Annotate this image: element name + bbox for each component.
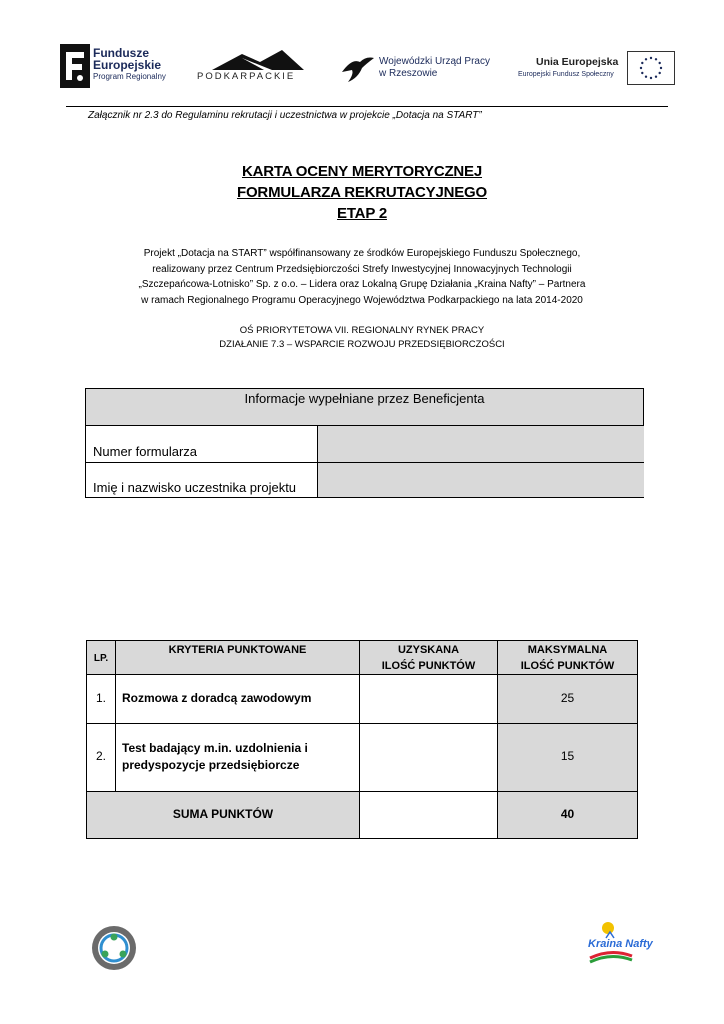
row1-lp-cell <box>86 674 116 724</box>
row1-obtained-field[interactable] <box>359 674 498 724</box>
header-criteria-cell <box>115 640 360 675</box>
header-divider <box>66 106 668 107</box>
intro-line4: w ramach Regionalnego Programu Operacyjnego Województwa Podkarpackiego na lata 2014-2020 <box>141 294 583 306</box>
intro-line2: realizowany przez Centrum Przedsiębiorczości Strefy Inwestycyjnej Innowacyjnych Technologii <box>152 263 572 275</box>
row1-max-cell <box>497 674 638 724</box>
title-line3: ETAP 2 <box>337 205 387 222</box>
row2-criterion-line2: predyspozycje przedsiębiorcze <box>122 758 300 772</box>
header-criteria: KRYTERIA PUNKTOWANE <box>168 644 307 656</box>
priority-axis <box>80 324 644 351</box>
sum-max: 40 <box>560 807 575 821</box>
intro-paragraph <box>80 246 644 308</box>
participant-name-label: Imię i nazwisko uczestnika projektu <box>93 480 297 495</box>
row1-criterion: Rozmowa z doradcą zawodowym <box>122 691 312 705</box>
intro-line3: „Szczepańcowa-Lotnisko” Sp. z o.o. – Lidera oraz Lokalną Grupę Działania „Kraina Nafty” – Partnera <box>138 279 586 291</box>
sum-label-cell <box>86 791 360 839</box>
annex-note: Załącznik nr 2.3 do Regulaminu rekrutacji i uczestnictwa w projekcie „Dotacja na START” <box>88 110 482 121</box>
wup-line1: Wojewódzki Urząd Pracy <box>379 56 490 67</box>
participant-name-field[interactable] <box>317 463 644 497</box>
header-lp: LP. <box>93 653 109 664</box>
row1-max: 25 <box>560 691 575 705</box>
row2-max: 15 <box>560 749 575 763</box>
header-max-cell <box>497 640 638 675</box>
row1-lp: 1. <box>95 691 106 705</box>
header-max-2: ILOŚĆ PUNKTÓW <box>520 660 615 672</box>
header-max-1: MAKSYMALNA <box>527 644 608 656</box>
row2-lp: 2. <box>95 749 106 763</box>
title-line1: KARTA OCENY MERYTORYCZNEJ <box>241 163 483 180</box>
podkarpackie-mountain-icon <box>212 48 304 72</box>
sum-label: SUMA PUNKTÓW <box>172 807 274 821</box>
kraina-nafty-label: Kraina Nafty <box>588 938 653 950</box>
header-obtained-1: UZYSKANA <box>397 644 460 656</box>
row2-obtained-field[interactable] <box>359 723 498 792</box>
fe-line2: Europejskie <box>93 58 162 72</box>
row2-criterion-line1: Test badający m.in. uzdolnienia i <box>122 741 308 755</box>
form-number-label-cell <box>86 426 316 462</box>
fe-line3: Program Regionalny <box>93 72 166 81</box>
sum-obtained-field[interactable] <box>359 791 498 839</box>
row1-criterion-cell <box>115 674 360 724</box>
eu-flag-icon <box>627 51 675 85</box>
header-lp-cell <box>86 640 116 675</box>
fe-line1: Fundusze <box>93 46 149 60</box>
ue-title: Unia Europejska <box>536 56 619 68</box>
scoring-table <box>86 640 638 839</box>
lgd-circle-logo-icon <box>90 924 138 972</box>
wup-line2: w Rzeszowie <box>379 68 438 79</box>
info-table-header <box>86 389 643 426</box>
priority-line2: DZIAŁANIE 7.3 – WSPARCIE ROZWOJU PRZEDSIĘBIORCZOŚCI <box>219 338 505 350</box>
intro-line1: Projekt „Dotacja na START” współfinansowany ze środków Europejskiego Funduszu Społecznego, <box>143 248 581 259</box>
header-obtained-2: ILOŚĆ PUNKTÓW <box>381 660 476 672</box>
header-obtained-cell <box>359 640 498 675</box>
beneficiary-info-table <box>85 388 644 498</box>
sum-max-cell <box>497 791 638 839</box>
form-number-label: Numer formularza <box>93 444 198 459</box>
row2-criterion-cell <box>115 723 360 792</box>
wup-bird-icon <box>340 52 376 84</box>
fundusze-europejskie-icon <box>60 44 90 88</box>
row2-max-cell <box>497 723 638 792</box>
priority-line1: OŚ PRIORYTETOWA VII. REGIONALNY RYNEK PRACY <box>239 325 485 336</box>
row2-lp-cell <box>86 723 116 792</box>
form-number-field[interactable] <box>317 426 644 462</box>
title-line2: FORMULARZA REKRUTACYJNEGO <box>237 184 487 201</box>
ue-sub: Europejski Fundusz Społeczny <box>518 71 614 78</box>
podkarpackie-label: PODKARPACKIE <box>197 71 296 82</box>
info-header-label: Informacje wypełniane przez Beneficjenta <box>244 391 485 406</box>
